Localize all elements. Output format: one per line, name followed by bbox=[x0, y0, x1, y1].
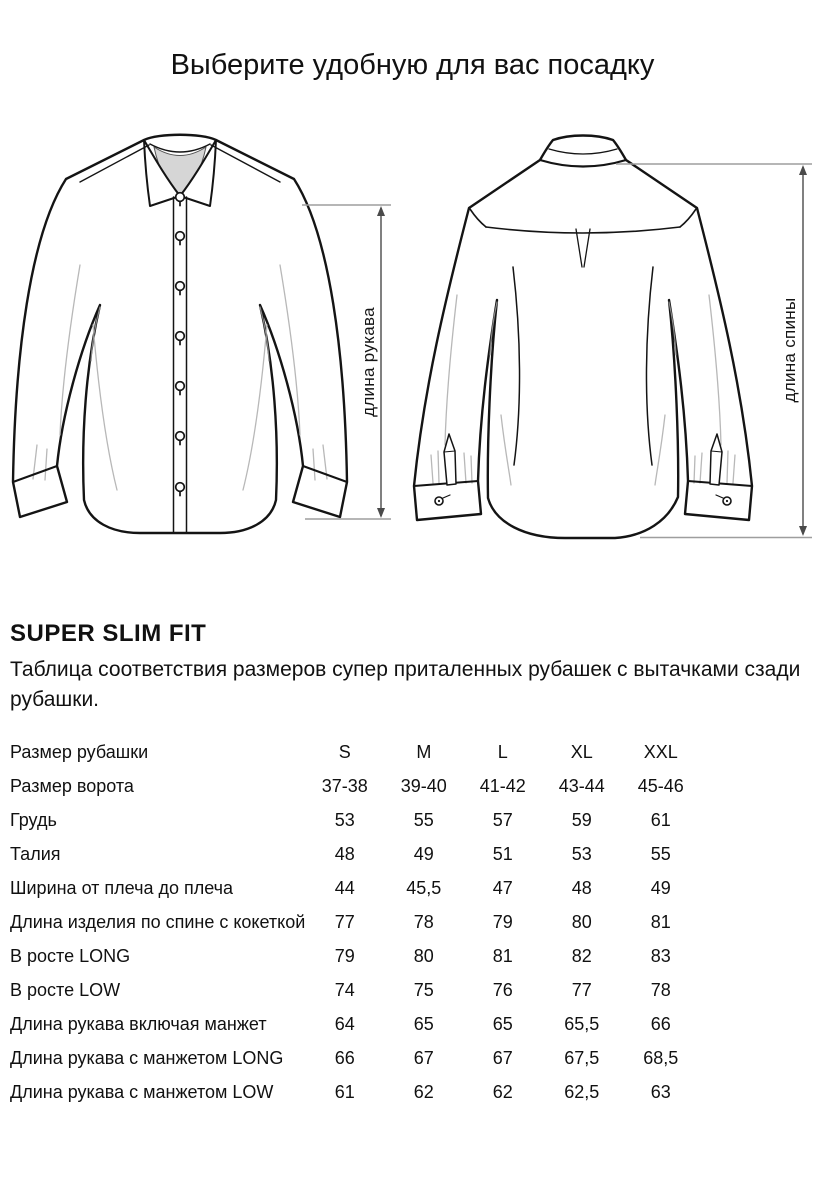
row-label: Грудь bbox=[10, 809, 57, 830]
cell-value: 65 bbox=[492, 1013, 513, 1034]
cell-value: 77 bbox=[334, 911, 355, 932]
size-table bbox=[10, 735, 700, 1109]
shirt-diagram bbox=[0, 115, 825, 585]
table-row bbox=[10, 1075, 700, 1109]
row-label: Длина рукава с манжетом LOW bbox=[10, 1081, 274, 1102]
cell-value: 76 bbox=[492, 979, 513, 1000]
cell-value: 63 bbox=[650, 1081, 671, 1102]
cell-value: 47 bbox=[492, 877, 513, 898]
cell-value: 49 bbox=[413, 843, 434, 864]
page-title: Выберите удобную для вас посадку bbox=[170, 49, 655, 81]
cell-value: 55 bbox=[413, 809, 434, 830]
front-shirt-drawing bbox=[13, 135, 347, 533]
cell-value: XL bbox=[570, 741, 593, 762]
cell-value: 48 bbox=[571, 877, 592, 898]
cell-value: S bbox=[338, 741, 351, 762]
cell-value: 51 bbox=[492, 843, 513, 864]
back-shirt-drawing bbox=[414, 136, 752, 539]
cell-value: 45-46 bbox=[637, 775, 684, 796]
cell-value: 78 bbox=[650, 979, 671, 1000]
arrow-up-icon bbox=[377, 206, 385, 216]
cell-value: 65,5 bbox=[564, 1013, 600, 1034]
cell-value: 57 bbox=[492, 809, 513, 830]
cell-value: 66 bbox=[650, 1013, 671, 1034]
cell-value: 64 bbox=[334, 1013, 355, 1034]
cell-value: 80 bbox=[571, 911, 592, 932]
cell-value: 62,5 bbox=[564, 1081, 600, 1102]
row-label: Размер рубашки bbox=[10, 741, 149, 762]
cell-value: 41-42 bbox=[479, 775, 526, 796]
cell-value: 62 bbox=[413, 1081, 434, 1102]
cell-value: 80 bbox=[413, 945, 434, 966]
cell-value: 37-38 bbox=[321, 775, 368, 796]
cell-value: 67 bbox=[492, 1047, 513, 1068]
sleeve-length-label: длина рукава bbox=[359, 307, 378, 417]
cell-value: 44 bbox=[334, 877, 355, 898]
cell-value: 78 bbox=[413, 911, 434, 932]
fit-heading: SUPER SLIM FIT bbox=[10, 620, 207, 647]
row-label: Длина рукава с манжетом LONG bbox=[10, 1047, 284, 1068]
table-row bbox=[10, 1041, 700, 1075]
cell-value: 53 bbox=[571, 843, 592, 864]
table-row bbox=[10, 803, 700, 837]
cell-value: 82 bbox=[571, 945, 592, 966]
table-row bbox=[10, 735, 700, 769]
cell-value: 79 bbox=[334, 945, 355, 966]
cell-value: 43-44 bbox=[558, 775, 605, 796]
back-length-label: длина спины bbox=[780, 297, 799, 403]
table-row bbox=[10, 837, 700, 871]
cell-value: 81 bbox=[650, 911, 671, 932]
table-row bbox=[10, 905, 700, 939]
cell-value: 74 bbox=[334, 979, 355, 1000]
arrow-down-icon bbox=[377, 508, 385, 518]
row-label: В росте LONG bbox=[10, 945, 131, 966]
cell-value: 59 bbox=[571, 809, 592, 830]
cell-value: 49 bbox=[650, 877, 671, 898]
row-label: Длина изделия по спине с кокеткой bbox=[10, 911, 306, 932]
cell-value: 83 bbox=[650, 945, 671, 966]
cell-value: 62 bbox=[492, 1081, 513, 1102]
cell-value: 75 bbox=[413, 979, 434, 1000]
cell-value: M bbox=[416, 741, 432, 762]
row-label: Длина рукава включая манжет bbox=[10, 1013, 267, 1034]
row-label: Размер ворота bbox=[10, 775, 134, 796]
cell-value: 48 bbox=[334, 843, 355, 864]
cell-value: 39-40 bbox=[400, 775, 447, 796]
cell-value: 77 bbox=[571, 979, 592, 1000]
arrow-up-icon bbox=[799, 165, 807, 175]
row-label: В росте LOW bbox=[10, 979, 121, 1000]
cell-value: 61 bbox=[650, 809, 671, 830]
cell-value: 65 bbox=[413, 1013, 434, 1034]
table-row bbox=[10, 769, 700, 803]
cell-value: 67 bbox=[413, 1047, 434, 1068]
cell-value: 53 bbox=[334, 809, 355, 830]
cell-value: 66 bbox=[334, 1047, 355, 1068]
row-label: Ширина от плеча до плеча bbox=[10, 877, 234, 898]
back-shirt-outline bbox=[414, 136, 752, 539]
fit-description: Таблица соответствия размеров супер приталенных рубашек с вытачками сзади рубашки. bbox=[10, 658, 801, 711]
cell-value: 45,5 bbox=[406, 877, 442, 898]
cell-value: 55 bbox=[650, 843, 671, 864]
table-row bbox=[10, 1007, 700, 1041]
size-table-body bbox=[10, 735, 700, 1109]
cell-value: 79 bbox=[492, 911, 513, 932]
table-row bbox=[10, 939, 700, 973]
cell-value: 67,5 bbox=[564, 1047, 600, 1068]
cell-value: 61 bbox=[334, 1081, 355, 1102]
cell-value: 68,5 bbox=[643, 1047, 679, 1068]
cell-value: L bbox=[497, 741, 508, 762]
row-label: Талия bbox=[10, 843, 61, 864]
arrow-down-icon bbox=[799, 526, 807, 536]
cell-value: 81 bbox=[492, 945, 513, 966]
table-row bbox=[10, 973, 700, 1007]
cell-value: XXL bbox=[643, 741, 678, 762]
table-row bbox=[10, 871, 700, 905]
